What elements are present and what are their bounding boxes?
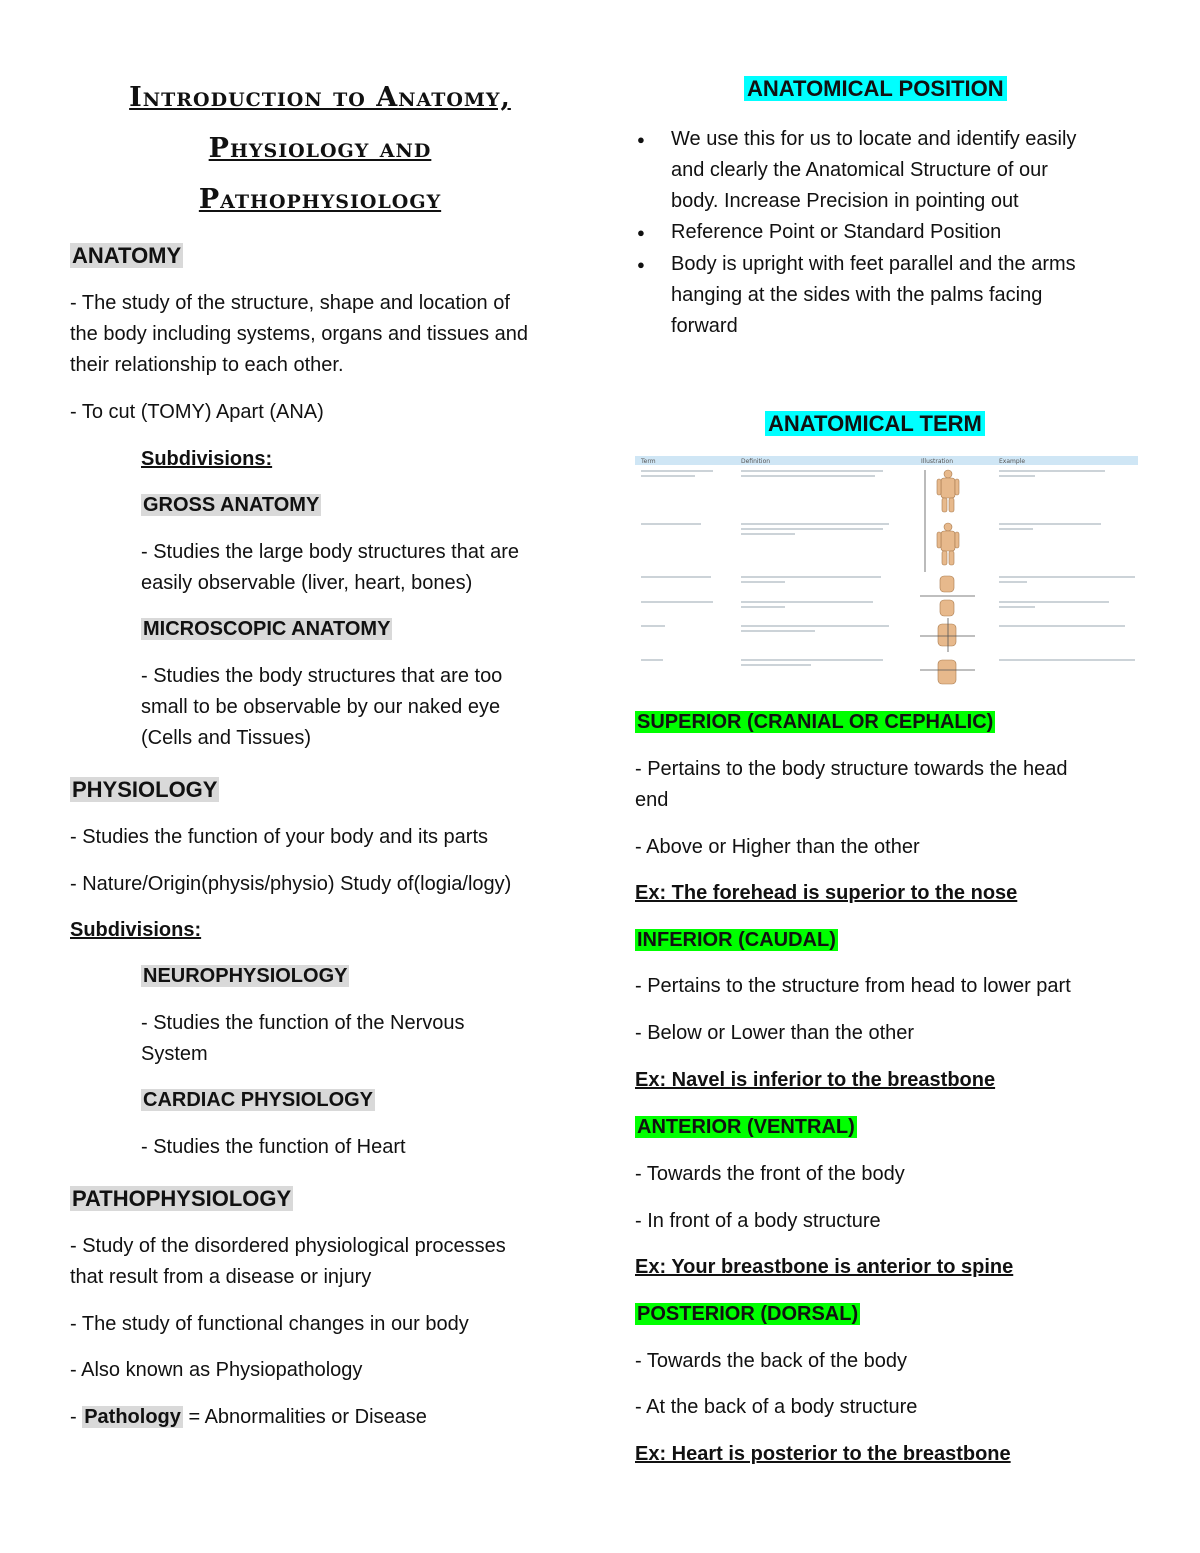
physiology-subdivisions-label: Subdivisions:: [70, 919, 202, 941]
neurophysiology-desc-1: - Studies the function of the Nervous: [141, 1012, 465, 1034]
table-header-term: Term: [641, 458, 656, 465]
superior-heading-row: [635, 707, 995, 738]
document-title: [70, 72, 570, 225]
physiology-etymology: - Nature/Origin(physis/physio) Study of(logia/logy): [70, 873, 512, 895]
anterior-heading: ANTERIOR (VENTRAL): [637, 1116, 855, 1138]
title-line-2: Physiology and: [208, 133, 432, 164]
posterior-heading-row: [635, 1299, 860, 1330]
posterior-example: Ex: Heart is posterior to the breastbone: [635, 1443, 1011, 1465]
physiology-heading-row: [70, 774, 219, 805]
anatomy-heading: ANATOMY: [72, 243, 182, 268]
inferior-line-2: - Below or Lower than the other: [635, 1022, 915, 1044]
cardiac-physiology-heading-row: [141, 1085, 375, 1116]
neurophysiology-heading: NEUROPHYSIOLOGY: [143, 965, 348, 987]
gross-anatomy-desc-2: easily observable (liver, heart, bones): [141, 572, 473, 594]
position-bullet-3-line-1: ● Body is upright with feet parallel and the arms: [635, 249, 1076, 280]
anatomical-terms-table-graphic: [635, 456, 1138, 688]
gross-anatomy-heading: GROSS ANATOMY: [143, 494, 320, 516]
superior-line-2: end: [635, 789, 669, 811]
pathophysiology-line-3: - The study of functional changes in our body: [70, 1313, 469, 1335]
microscopic-anatomy-desc-3: (Cells and Tissues): [141, 727, 312, 749]
pathophysiology-heading: PATHOPHYSIOLOGY: [72, 1186, 292, 1211]
title-line-3: Pathophysiology: [198, 184, 442, 215]
gross-anatomy-heading-row: [141, 490, 321, 521]
pathophysiology-line-1: - Study of the disordered physiological processes: [70, 1235, 506, 1257]
microscopic-anatomy-heading: MICROSCOPIC ANATOMY: [143, 618, 391, 640]
superior-line-3: - Above or Higher than the other: [635, 836, 920, 858]
anatomical-term-heading-row: [765, 408, 985, 441]
anatomical-term-heading: ANATOMICAL TERM: [765, 411, 985, 436]
inferior-example: Ex: Navel is inferior to the breastbone: [635, 1069, 996, 1091]
position-bullet-1-line-2: and clearly the Anatomical Structure of our: [671, 159, 1048, 181]
table-header-definition: Definition: [741, 458, 771, 465]
inferior-line-1: - Pertains to the structure from head to lower part: [635, 975, 1071, 997]
pathophysiology-line-4: - Also known as Physiopathology: [70, 1359, 363, 1381]
anterior-example: Ex: Your breastbone is anterior to spine: [635, 1256, 1014, 1278]
anatomy-def-1: - The study of the structure, shape and location of: [70, 292, 510, 314]
anatomy-heading-row: [70, 240, 183, 271]
inferior-heading: INFERIOR (CAUDAL): [637, 929, 836, 951]
physiology-heading: PHYSIOLOGY: [72, 777, 218, 802]
pathology-definition: = Abnormalities or Disease: [182, 1406, 427, 1428]
microscopic-anatomy-desc-1: - Studies the body structures that are too: [141, 665, 503, 687]
inferior-heading-row: [635, 925, 838, 956]
microscopic-anatomy-desc-2: small to be observable by our naked eye: [141, 696, 501, 718]
table-header-illustration: Illustration: [921, 458, 954, 465]
pathophysiology-line-2: that result from a disease or injury: [70, 1266, 372, 1288]
position-bullet-1-line-3: body. Increase Precision in pointing out: [671, 190, 1019, 212]
posterior-line-1: - Towards the back of the body: [635, 1350, 908, 1372]
gross-anatomy-desc-1: - Studies the large body structures that are: [141, 541, 519, 563]
posterior-heading: POSTERIOR (DORSAL): [637, 1303, 859, 1325]
posterior-line-2: - At the back of a body structure: [635, 1396, 918, 1418]
superior-line-1: - Pertains to the body structure towards the head: [635, 758, 1068, 780]
pathophysiology-heading-row: [70, 1183, 293, 1214]
anatomy-subdivisions-label: Subdivisions:: [141, 448, 273, 470]
neurophysiology-heading-row: [141, 961, 349, 992]
position-bullet-3-line-3: forward: [671, 315, 738, 337]
table-header-band: [635, 456, 1138, 465]
anterior-line-2: - In front of a body structure: [635, 1210, 881, 1232]
pathology-dash: -: [70, 1406, 83, 1428]
superior-heading: SUPERIOR (CRANIAL OR CEPHALIC): [637, 711, 994, 733]
anatomical-position-heading-row: [744, 73, 1007, 106]
table-header-example: Example: [999, 458, 1026, 465]
cardiac-physiology-desc: - Studies the function of Heart: [141, 1136, 406, 1158]
superior-example: Ex: The forehead is superior to the nose: [635, 882, 1018, 904]
position-bullet-2: ● Reference Point or Standard Position: [635, 217, 1001, 248]
physiology-def: - Studies the function of your body and its parts: [70, 826, 489, 848]
microscopic-anatomy-heading-row: [141, 614, 392, 645]
anterior-line-1: - Towards the front of the body: [635, 1163, 905, 1185]
anterior-heading-row: [635, 1112, 857, 1143]
position-bullet-1-line-1: ● We use this for us to locate and identify easily: [635, 124, 1076, 155]
anatomy-def-2: the body including systems, organs and tissues and: [70, 323, 529, 345]
position-bullet-3-line-2: hanging at the sides with the palms facing: [671, 284, 1043, 306]
neurophysiology-desc-2: System: [141, 1043, 208, 1065]
anatomy-def-3: their relationship to each other.: [70, 354, 344, 376]
anatomical-position-heading: ANATOMICAL POSITION: [744, 76, 1007, 101]
anatomical-terms-table-image: [635, 456, 1138, 688]
cardiac-physiology-heading: CARDIAC PHYSIOLOGY: [143, 1089, 374, 1111]
pathology-term: Pathology: [84, 1406, 181, 1428]
table-row-text-placeholders: [641, 471, 1135, 665]
title-line-1: Introduction to Anatomy,: [129, 82, 511, 113]
anatomy-etymology: - To cut (TOMY) Apart (ANA): [70, 401, 324, 423]
pathophysiology-line-5: [70, 1402, 427, 1433]
